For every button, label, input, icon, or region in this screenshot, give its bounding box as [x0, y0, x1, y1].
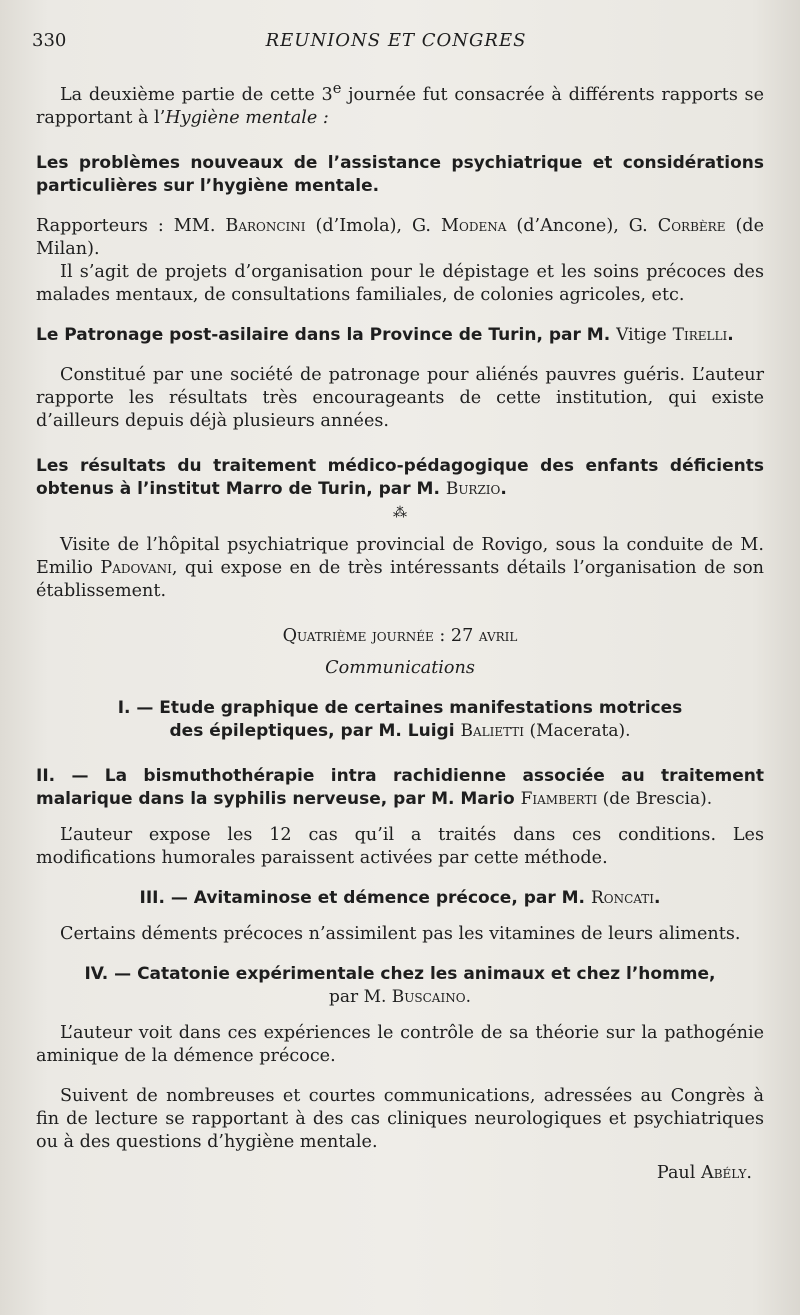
comm2-text: L’auteur expose les 12 cas qu’il a traités dans ces conditions. Les modifications humorales paraissent activées par cette méthode. — [36, 824, 764, 868]
title-text: II. — La bismuthothérapie intra rachidienne associée au traitement malarique dans la syphilis nerveuse, par M. Mario — [36, 765, 764, 809]
asterism-separator: ⁂ — [393, 504, 407, 521]
comm2-title — [36, 765, 764, 811]
rapporteurs-text: (d’Imola), G. — [305, 215, 441, 236]
comm4-text: L’auteur voit dans ces expériences le contrôle de sa théorie sur la pathogénie aminique de la démence précoce. — [36, 1022, 764, 1066]
intro-text-2: journée fut consacrée à différents rapports se rapportant à l’ — [36, 84, 765, 128]
signature-text: . — [746, 1162, 752, 1183]
title-text: . — [654, 887, 661, 908]
title-text: . — [500, 478, 507, 499]
report1-title: Les problèmes nouveaux de l’assistance psychiatrique et considérations particulières sur l’hygiène mentale. — [36, 152, 764, 196]
signature — [36, 1162, 764, 1185]
rapporteurs-text: (de Milan). — [36, 215, 764, 259]
report3-title — [36, 455, 764, 501]
visit-text: Visite de l’hôpital psychiatrique provincial de Rovigo, sous la conduite de M. Emilio — [36, 534, 764, 578]
author-name: Roncati — [590, 887, 655, 908]
comm3-text: Certains déments précoces n’assimilent pas les vitamines de leurs aliments. — [60, 923, 741, 944]
title-text: (Macerata). — [524, 720, 631, 741]
report1-rapporteurs — [36, 215, 764, 261]
author-name: Balietti — [460, 720, 525, 741]
author-name: Vitige — [616, 324, 667, 345]
comm3-title — [36, 887, 764, 910]
title-text: IV. — Catatonie expérimentale chez les animaux et chez l’homme, — [84, 963, 716, 984]
rapporteurs-label: Rapporteurs : MM. — [36, 215, 226, 236]
author-name: Fiamberti — [520, 788, 598, 809]
author-name: Buscaino — [391, 986, 466, 1007]
visit-paragraph — [36, 534, 764, 603]
title-text: I. — Etude graphique de certaines manifestations motrices — [117, 697, 683, 718]
title-text: . — [465, 986, 471, 1007]
report2-title — [36, 324, 764, 347]
intro-paragraph — [36, 77, 764, 130]
day4-title: Quatrième journée : 27 avril — [282, 625, 518, 646]
author-name: Tirelli — [672, 324, 728, 345]
signature-first-name: Paul — [656, 1162, 701, 1183]
visit-text: , qui expose en de très intéressants détails l’organisation de son établissement. — [36, 557, 764, 601]
title-text: III. — Avitaminose et démence précoce, par M. — [139, 887, 591, 908]
intro-superscript: e — [332, 80, 342, 97]
page-number: 330 — [32, 30, 67, 51]
author-name: Modena — [441, 215, 507, 236]
title-text: Le Patronage post-asilaire dans la Province de Turin, par M. — [36, 324, 617, 345]
page-header — [32, 30, 760, 56]
running-title: REUNIONS ET CONGRES — [265, 30, 527, 51]
author-name: Corbère — [657, 215, 726, 236]
title-text: (de Brescia). — [597, 788, 713, 809]
closing-paragraph: Suivent de nombreuses et courtes communications, adressées au Congrès à fin de lecture se rapportant à des cas cliniques neurologiques et psychiatriques ou à des questions d’hygiène mentale. — [36, 1085, 764, 1152]
signature-last-name: Abély — [700, 1162, 747, 1183]
title-text: Les résultats du traitement médico-pédagogique des enfants déficients obtenus à l’institut Marro de Turin, par M. — [36, 455, 764, 499]
author-name: Burzio — [445, 478, 501, 499]
author-name: Padovani — [100, 557, 172, 578]
title-text: . — [727, 324, 734, 345]
comm4-title — [36, 963, 764, 1009]
report2-text: Constitué par une société de patronage pour aliénés pauvres guéris. L’auteur rapporte les résultats très encourageants de cette institution, qui existe d’ailleurs depuis déjà plusieurs années. — [36, 364, 764, 431]
title-text: des épileptiques, par M. Luigi — [169, 720, 461, 741]
comm1-title — [36, 697, 764, 743]
title-text: par M. — [329, 986, 392, 1007]
page-body — [36, 77, 764, 1185]
author-name: Baroncini — [225, 215, 306, 236]
intro-text-1: La deuxième partie de cette 3 — [60, 84, 333, 105]
rapporteurs-text: (d’Ancone), G. — [506, 215, 658, 236]
communications-heading: Communications — [325, 657, 475, 678]
report1-text: Il s’agit de projets d’organisation pour le dépistage et les soins précoces des malades mentaux, de consultations familiales, de colonies agricoles, etc. — [36, 261, 764, 305]
intro-emphasis: Hygiène mentale : — [165, 107, 329, 128]
